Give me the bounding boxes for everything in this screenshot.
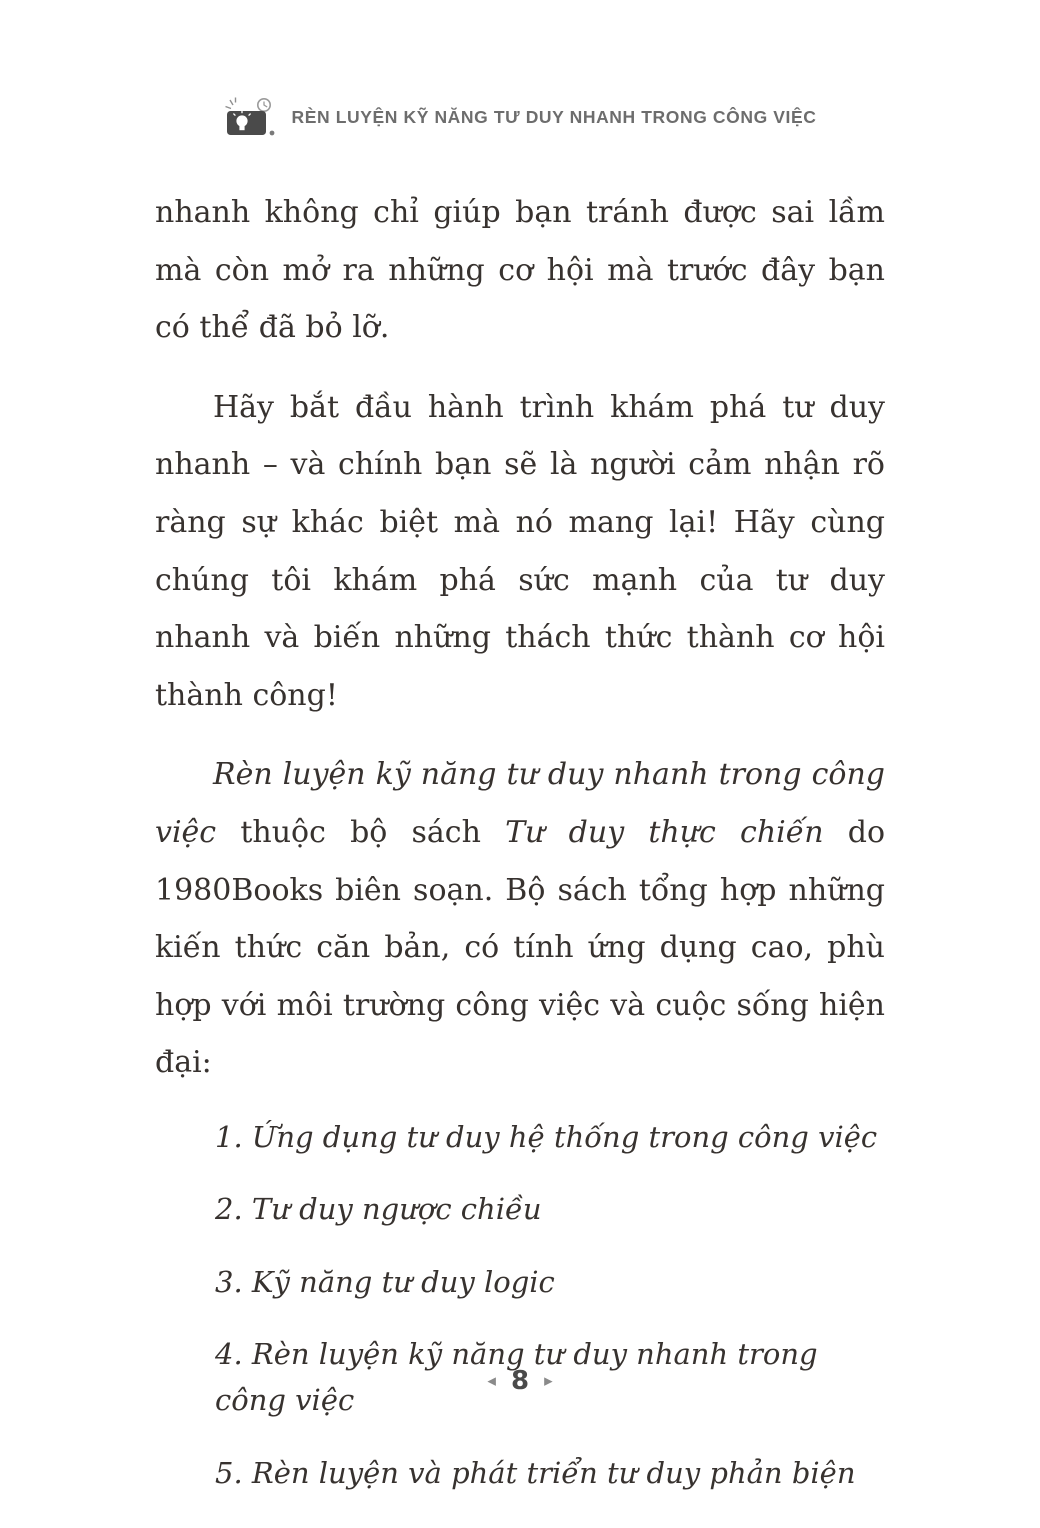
series-title-italic: Tư duy thực chiến (505, 814, 824, 850)
series-text-continued: do 1980Books biên soạn. Bộ sách tổng hợp những kiến thức căn bản, có tính ứng dụng cao, phù hợp với môi trường công việc và cuộc sống hiện đại: (155, 814, 885, 1081)
list-item: 1. Ứng dụng tư duy hệ thống trong công việc (215, 1119, 878, 1154)
page-number: 8 (510, 1366, 530, 1396)
list-item: 3. Kỹ năng tư duy logic (215, 1264, 555, 1299)
book-series-list (155, 1114, 885, 1496)
next-page-icon: ▸ (544, 1371, 553, 1391)
page-footer (0, 1366, 1040, 1396)
prev-page-icon: ◂ (487, 1371, 496, 1391)
series-text: thuộc bộ sách (240, 814, 481, 850)
page-content (155, 184, 885, 1496)
running-head-title: RÈN LUYỆN KỸ NĂNG TƯ DUY NHANH TRONG CÔNG VIỆC (291, 106, 817, 127)
lightbulb-clock-stamp-icon (223, 96, 277, 138)
book-title-italic: Rèn luyện kỹ năng tư duy nhanh trong công việc (155, 757, 885, 850)
list-item: 2. Tư duy ngược chiều (215, 1192, 542, 1227)
list-item: 4. Rèn luyện kỹ năng tư duy nhanh trong công việc (215, 1337, 818, 1418)
list-item: 5. Rèn luyện và phát triển tư duy phản biện (215, 1455, 856, 1490)
paragraph-continuation: nhanh không chỉ giúp bạn tránh được sai lầm mà còn mở ra những cơ hội mà trước đây bạn có thể đã bỏ lỡ. (155, 195, 885, 346)
paragraph-journey: Hãy bắt đầu hành trình khám phá tư duy nhanh – và chính bạn sẽ là người cảm nhận rõ ràng sự khác biệt mà nó mang lại! Hãy cùng chúng tôi khám phá sức mạnh của tư duy nhanh và biến những thách thức thành cơ hội thành công! (155, 389, 885, 713)
paragraph-series-info (155, 746, 885, 1092)
page-header (155, 96, 885, 138)
